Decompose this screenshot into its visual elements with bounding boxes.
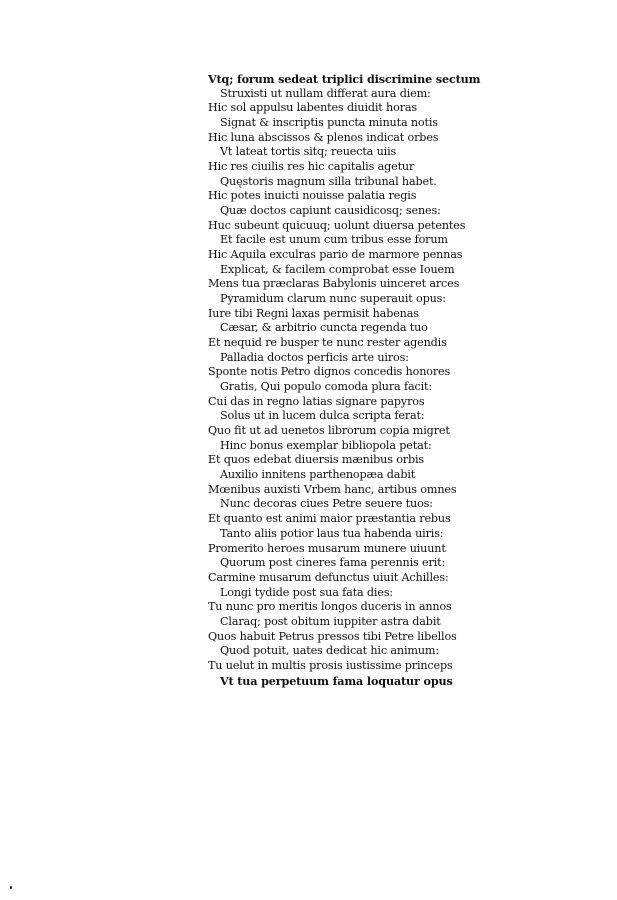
poem-line: Hic res ciuilis res hic capitalis agetur	[208, 160, 415, 174]
poem-line: Vt tua perpetuum fama loquatur opus	[220, 673, 453, 688]
poem-line: Quæ doctos capiunt causidicosq; senes:	[220, 204, 441, 218]
poem-line: Sponte notis Petro dignos concedis honores	[208, 365, 451, 379]
poem-line: Cui das in regno latias signare papyros	[208, 394, 425, 408]
poem-line: Gratis, Qui populo comoda plura facit:	[220, 380, 432, 394]
poem-line: Vtq; forum sedeat triplici discrimine sectum	[208, 72, 481, 86]
poem-line: Mens tua præclaras Babylonis uinceret arces	[208, 277, 460, 291]
poem-line: Auxilio innitens parthenopæa dabit	[220, 468, 416, 482]
poem-line: Quod potuit, uates dedicat hic animum:	[220, 644, 439, 658]
poem-line: Nunc decoras ciues Petre seuere tuos:	[220, 497, 433, 511]
poem-line: Hic luna abscissos & plenos indicat orbes	[208, 130, 439, 144]
poem-line: Tanto aliis potior laus tua habenda uiris:	[220, 526, 444, 540]
poem-line: Hic potes inuicti nouisse palatia regis	[208, 189, 417, 203]
poem-line: Tu uelut in multis prosis iustissime princeps	[208, 658, 453, 672]
poem-line: Quorum post cineres fama perennis erit:	[220, 556, 446, 570]
poem-line: Signat & inscriptis puncta minuta notis	[220, 116, 438, 130]
poem-line: Et quos edebat diuersis mænibus orbis	[208, 453, 425, 467]
poem-line: Promerito heroes musarum munere uiuunt	[208, 541, 446, 555]
poem-line: Et facile est unum cum tribus esse forum	[220, 233, 448, 247]
poem-line: Explicat, & facilem comprobat esse Iouem	[220, 262, 455, 276]
poem-line: Hic Aquila exculras pario de marmore pennas	[208, 248, 463, 262]
poem-line: Solus ut in lucem dulca scripta ferat:	[220, 409, 425, 423]
poem-line: Huc subeunt quicuuq; uolunt diuersa petentes	[208, 218, 466, 232]
poem-line: Carmine musarum defunctus uiuit Achilles:	[208, 570, 449, 584]
poem-line: Et quanto est animi maior præstantia rebus	[208, 512, 451, 526]
poem-line: Quo fit ut ad uenetos librorum copia migret	[208, 424, 450, 438]
poem-line: Palladia doctos perficis arte uiros:	[220, 350, 409, 364]
poem-line: Hic sol appulsu labentes diuidit horas	[208, 101, 418, 115]
poem-line: Vt lateat tortis sitq; reuecta uiis	[220, 145, 397, 159]
poem-line: Tu nunc pro meritis longos duceris in annos	[208, 600, 452, 614]
poem-line: Struxisti ut nullam differat aura diem:	[220, 86, 431, 100]
ink-speck	[10, 886, 12, 889]
poem-line: Quęstoris magnum silla tribunal habet.	[220, 174, 437, 188]
poem-line: Et nequid re busper te nunc rester agendis	[208, 336, 447, 350]
poem-text-block	[208, 72, 508, 688]
poem-line: Pyramidum clarum nunc superauit opus:	[220, 292, 446, 306]
poem-line: Hinc bonus exemplar bibliopola petat:	[220, 438, 432, 452]
poem-line: Quos habuit Petrus pressos tibi Petre libellos	[208, 629, 457, 643]
poem-line: Longi tydide post sua fata dies:	[220, 585, 394, 599]
poem-line: Cæsar, & arbitrio cuncta regenda tuo	[220, 321, 428, 335]
poem-line: Mœnibus auxisti Vrbem hanc, artibus omnes	[208, 482, 457, 496]
poem-line: Claraq; post obitum iuppiter astra dabit	[220, 614, 441, 628]
poem-line: Iure tibi Regni laxas permisit habenas	[208, 306, 419, 320]
